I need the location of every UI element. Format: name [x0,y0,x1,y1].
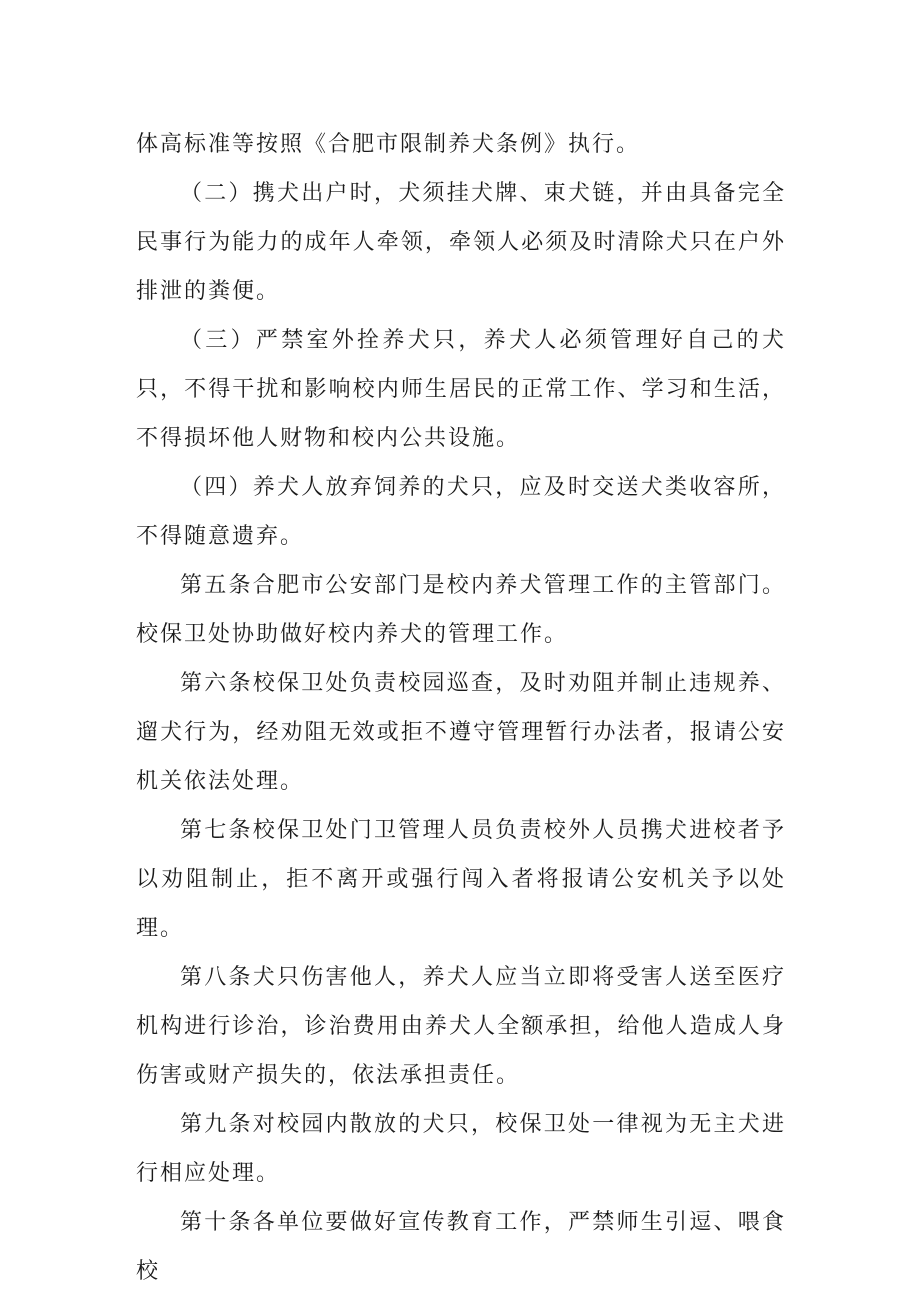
paragraph-article-10: 第十条各单位要做好宣传教育工作，严禁师生引逗、喂食校 [136,1210,786,1284]
paragraph-article-8: 第八条犬只伤害他人，养犬人应当立即将受害人送至医疗机构进行诊治，诊治费用由养犬人全额承担，给他人造成人身伤害或财产损失的，依法承担责任。 [136,965,786,1088]
paragraph-article-6: 第六条校保卫处负责校园巡查，及时劝阻并制止违规养、遛犬行为，经劝阻无效或拒不遵守管理暂行办法者，报请公安机关依法处理。 [136,671,786,794]
paragraph-article-5: 第五条合肥市公安部门是校内养犬管理工作的主管部门。校保卫处协助做好校内养犬的管理工作。 [136,573,786,647]
paragraph-item-3: （三）严禁室外拴养犬只，养犬人必须管理好自己的犬只，不得干扰和影响校内师生居民的正常工作、学习和生活，不得损坏他人财物和校内公共设施。 [136,328,786,451]
paragraph-item-4: （四）养犬人放弃饲养的犬只，应及时交送犬类收容所，不得随意遗弃。 [136,475,786,549]
paragraph-continuation: 体高标准等按照《合肥市限制养犬条例》执行。 [136,132,641,157]
paragraph-article-7: 第七条校保卫处门卫管理人员负责校外人员携犬进校者予以劝阻制止，拒不离开或强行闯入者将报请公安机关予以处理。 [136,818,786,941]
document-body [136,120,786,1296]
paragraph-item-2: （二）携犬出户时，犬须挂犬牌、束犬链，并由具备完全民事行为能力的成年人牵领，牵领人必须及时清除犬只在户外排泄的粪便。 [136,181,786,304]
paragraph-article-9: 第九条对校园内散放的犬只，校保卫处一律视为无主犬进行相应处理。 [136,1112,786,1186]
